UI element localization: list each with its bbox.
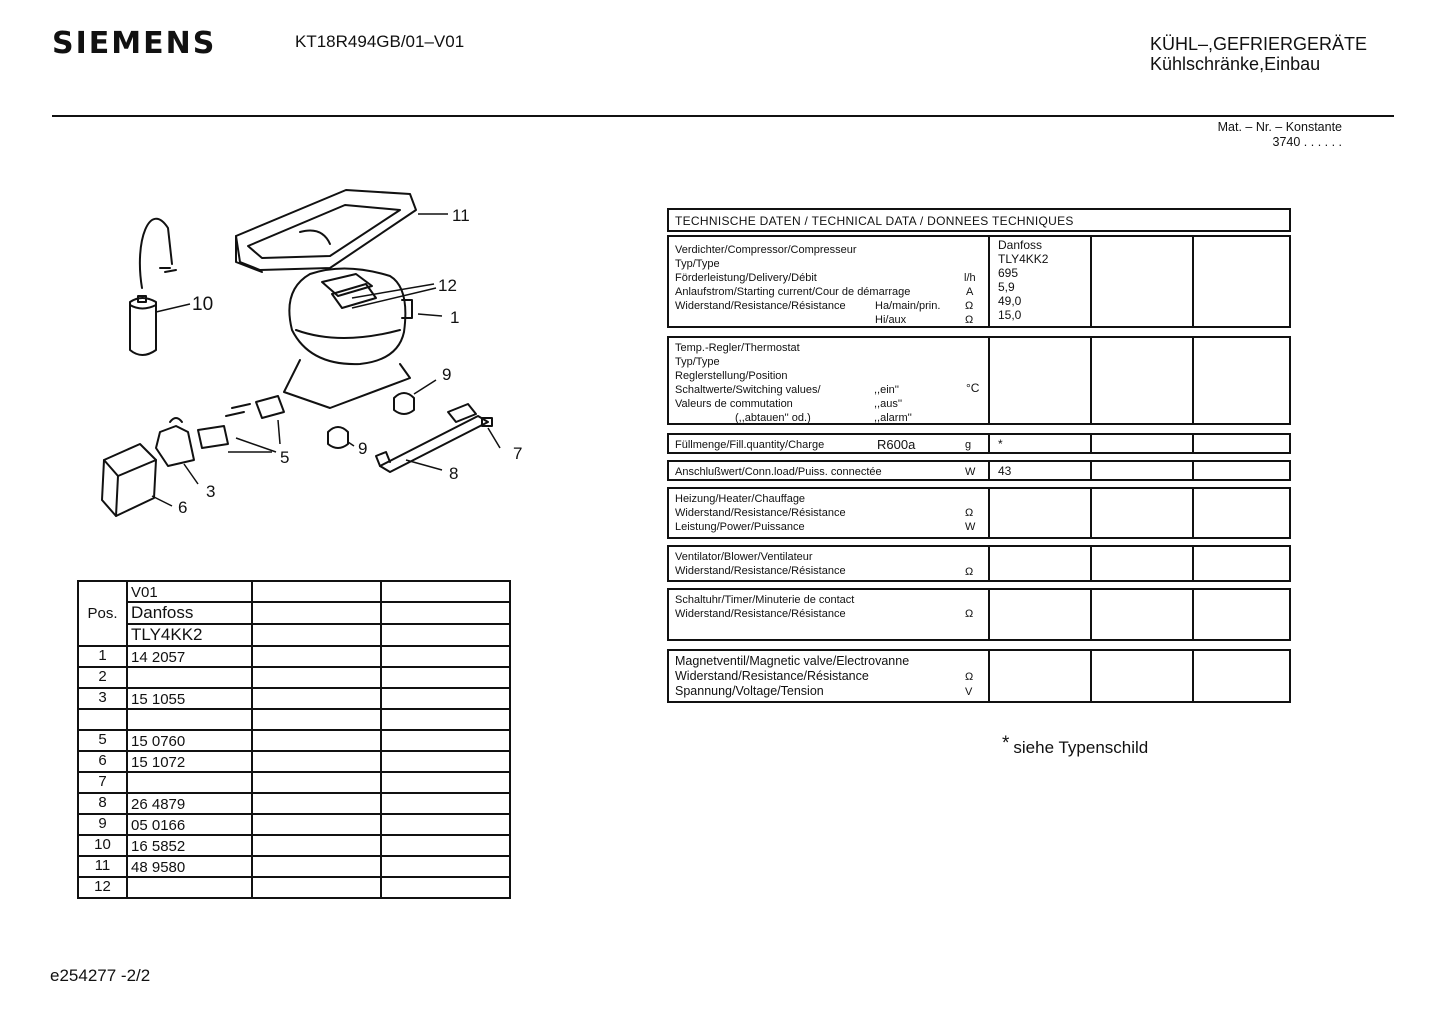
label: Widerstand/Resistance/Résistance (675, 507, 846, 519)
part-number-cell: 48 9580 (127, 856, 252, 877)
timer-labels (675, 593, 987, 621)
value: 5,9 (998, 280, 1015, 294)
parts-table (77, 580, 511, 899)
label: Typ/Type (675, 258, 720, 270)
thermostat-section (667, 336, 1291, 425)
empty-cell (252, 877, 381, 898)
label: (,,abtauen'' od.) (735, 412, 811, 424)
header-rule (52, 115, 1394, 117)
pos-cell: 1 (78, 646, 127, 667)
empty-cell (381, 772, 510, 793)
empty-cell (381, 581, 510, 602)
unit: W (965, 466, 976, 478)
label: Magnetventil/Magnetic valve/Electrovanne (675, 654, 910, 668)
variant-cell: V01 (127, 581, 252, 602)
pos-header: Pos. (78, 581, 127, 646)
conn-load-section (667, 460, 1291, 481)
compressor-drawing (289, 268, 405, 364)
heater-labels (675, 492, 987, 534)
cover-drawing (102, 444, 156, 516)
pos-cell: 8 (78, 793, 127, 814)
value-column (1192, 435, 1291, 452)
parts-row (78, 877, 510, 898)
label: Widerstand/Resistance/Résistance (675, 565, 846, 577)
part-number-cell: 26 4879 (127, 793, 252, 814)
unit: °C (966, 381, 980, 395)
value: 49,0 (998, 294, 1022, 308)
unit: Ω (965, 300, 974, 312)
part-number-cell: 15 1055 (127, 688, 252, 709)
value-column (1090, 462, 1192, 479)
thermostat-labels (675, 341, 987, 425)
empty-cell (252, 814, 381, 835)
part-number-cell (127, 667, 252, 688)
part-number-cell: 05 0166 (127, 814, 252, 835)
rating-plate-note (1002, 733, 1148, 758)
parts-row (78, 751, 510, 772)
unit: Ω (965, 566, 974, 578)
label: Anschlußwert/Conn.load/Puiss. connectée (675, 466, 882, 478)
cable-drawing (140, 219, 172, 288)
value-column (1090, 338, 1192, 423)
empty-cell (381, 751, 510, 772)
part-number-cell (127, 772, 252, 793)
note-text: siehe Typenschild (1013, 738, 1149, 757)
charge-value: * (988, 435, 1090, 452)
parts-row (78, 772, 510, 793)
empty-cell (381, 814, 510, 835)
grommet-drawing (394, 393, 414, 414)
empty-cell (252, 709, 381, 730)
pos-cell: 3 (78, 688, 127, 709)
pos-cell (78, 709, 127, 730)
empty-cell (381, 602, 510, 624)
parts-header-row (78, 581, 510, 602)
tech-title: TECHNISCHE DATEN / TECHNICAL DATA / DONNEES TECHNIQUES (667, 208, 1291, 232)
blower-labels (675, 550, 987, 578)
unit: W (965, 521, 976, 533)
value: Danfoss (998, 238, 1043, 252)
callout-label: 8 (449, 464, 459, 483)
unit: Ω (965, 314, 974, 326)
label: Leistung/Power/Puissance (675, 521, 805, 533)
unit: Ω (965, 671, 974, 683)
value-column (1192, 462, 1291, 479)
refrigerant: R600a (877, 437, 916, 452)
label (675, 313, 987, 327)
empty-cell (381, 646, 510, 667)
parts-row (78, 646, 510, 667)
charge-section (667, 433, 1291, 454)
empty-cell (252, 856, 381, 877)
callout-label: 12 (438, 276, 457, 295)
unit: Ω (965, 608, 974, 620)
callout-label: 6 (178, 498, 188, 517)
relay-drawing (256, 396, 284, 418)
compressor-section (667, 235, 1291, 328)
value-column (988, 547, 1090, 580)
value-column (1192, 489, 1291, 537)
mat-value: 3740 . . . . . . (1272, 135, 1342, 149)
parts-row (78, 667, 510, 688)
empty-cell (381, 856, 510, 877)
value-column (988, 590, 1090, 639)
label: Widerstand/Resistance/Résistance (675, 669, 869, 683)
value-column (1192, 590, 1291, 639)
empty-cell (252, 624, 381, 646)
switch-state: ,,alarm'' (874, 412, 912, 424)
value: 695 (998, 266, 1019, 280)
value-column (988, 338, 1090, 423)
model-number: KT18R494GB/01–V01 (295, 32, 465, 51)
value-column (1090, 651, 1192, 701)
valve-section (667, 649, 1291, 703)
mat-label: Mat. – Nr. – Konstante (1217, 120, 1342, 134)
value-column (1192, 651, 1291, 701)
category-line-1: KÜHL–,GEFRIERGERÄTE (1150, 34, 1368, 54)
label-sub: Hi/aux (875, 314, 907, 326)
unit: A (966, 286, 974, 298)
empty-cell (252, 602, 381, 624)
value-column (1192, 237, 1291, 326)
type-cell: TLY4KK2 (127, 624, 252, 646)
parts-row (78, 835, 510, 856)
parts-header-row (78, 602, 510, 624)
empty-cell (381, 624, 510, 646)
value-column (1192, 338, 1291, 423)
unit: l/h (964, 272, 976, 284)
parts-row (78, 814, 510, 835)
unit: g (965, 439, 972, 451)
parts-row (78, 709, 510, 730)
empty-cell (252, 667, 381, 688)
label: Valeurs de commutation (675, 398, 793, 410)
callout-label: 11 (452, 206, 470, 225)
parts-row (78, 688, 510, 709)
callout-label: 9 (358, 439, 368, 458)
pos-cell: 6 (78, 751, 127, 772)
empty-cell (252, 772, 381, 793)
part-number-cell (127, 877, 252, 898)
mat-number-block (1150, 120, 1342, 150)
part-number-cell: 15 0760 (127, 730, 252, 751)
switch-state: ,,aus'' (874, 398, 903, 410)
empty-cell (381, 835, 510, 856)
value-column (1090, 435, 1192, 452)
parts-row (78, 856, 510, 877)
bracket-drawing (380, 416, 488, 472)
value: TLY4KK2 (998, 252, 1049, 266)
callout-label: 10 (192, 294, 214, 315)
parts-row (78, 793, 510, 814)
callout-label: 7 (513, 444, 523, 463)
label: Reglerstellung/Position (675, 370, 788, 382)
empty-cell (381, 688, 510, 709)
empty-cell (252, 835, 381, 856)
part-number-cell (127, 709, 252, 730)
label: Schaltwerte/Switching values/ (675, 384, 821, 396)
label: Schaltuhr/Timer/Minuterie de contact (675, 594, 855, 606)
label: Temp.-Regler/Thermostat (675, 342, 800, 354)
value-column (1192, 547, 1291, 580)
parts-row (78, 730, 510, 751)
value-column (1090, 590, 1192, 639)
label: Widerstand/Resistance/Résistance (675, 608, 846, 620)
callout-label: 1 (450, 308, 460, 327)
pos-cell: 12 (78, 877, 127, 898)
value-column (988, 489, 1090, 537)
label: Heizung/Heater/Chauffage (675, 493, 806, 505)
pos-cell: 7 (78, 772, 127, 793)
asterisk: * (1002, 733, 1010, 754)
brand-logo: SIEMENS (52, 26, 217, 61)
switch-state: ,,ein'' (874, 384, 899, 396)
label: Förderleistung/Delivery/Débit (675, 272, 817, 284)
empty-cell (252, 688, 381, 709)
part-number-cell: 16 5852 (127, 835, 252, 856)
empty-cell (252, 793, 381, 814)
value-column (1090, 489, 1192, 537)
pos-cell: 9 (78, 814, 127, 835)
empty-cell (381, 793, 510, 814)
empty-cell (252, 581, 381, 602)
label: Spannung/Voltage/Tension (675, 684, 824, 698)
parts-header-row (78, 624, 510, 646)
callout-label: 9 (442, 365, 452, 384)
label (675, 299, 987, 313)
timer-section (667, 588, 1291, 641)
callout-label: 3 (206, 482, 216, 501)
conn-load-value: 43 (988, 462, 1090, 479)
unit: V (965, 686, 973, 698)
maker-cell: Danfoss (127, 602, 252, 624)
callout-label: 5 (280, 448, 290, 467)
empty-cell (381, 877, 510, 898)
category-line-2: Kühlschränke,Einbau (1150, 54, 1321, 74)
exploded-parts-diagram (80, 180, 550, 520)
valve-labels (675, 654, 987, 699)
empty-cell (381, 709, 510, 730)
pos-cell: 2 (78, 667, 127, 688)
empty-cell (252, 730, 381, 751)
pos-cell: 11 (78, 856, 127, 877)
heater-section (667, 487, 1291, 539)
part-number-cell: 15 1072 (127, 751, 252, 772)
label: Typ/Type (675, 356, 720, 368)
label: Verdichter/Compressor/Compresseur (675, 244, 857, 256)
label: Anlaufstrom/Starting current/Cour de démarrage (675, 286, 911, 298)
value-column (1090, 547, 1192, 580)
label-text: Widerstand/Resistance/Résistance (675, 300, 846, 312)
compressor-values (988, 237, 1090, 326)
empty-cell (381, 730, 510, 751)
part-number-cell: 14 2057 (127, 646, 252, 667)
empty-cell (381, 667, 510, 688)
empty-cell (252, 646, 381, 667)
value-column (1090, 237, 1192, 326)
empty-cell (252, 751, 381, 772)
document-id: e254277 -2/2 (50, 966, 151, 985)
label: Ventilator/Blower/Ventilateur (675, 551, 813, 563)
value-column (988, 651, 1090, 701)
pos-cell: 5 (78, 730, 127, 751)
compressor-labels (675, 243, 987, 327)
label-sub: Ha/main/prin. (875, 300, 941, 312)
unit: Ω (965, 507, 974, 519)
label: Füllmenge/Fill.quantity/Charge (675, 439, 825, 451)
blower-section (667, 545, 1291, 582)
pos-cell: 10 (78, 835, 127, 856)
category (1150, 34, 1367, 74)
value: 15,0 (998, 308, 1022, 322)
